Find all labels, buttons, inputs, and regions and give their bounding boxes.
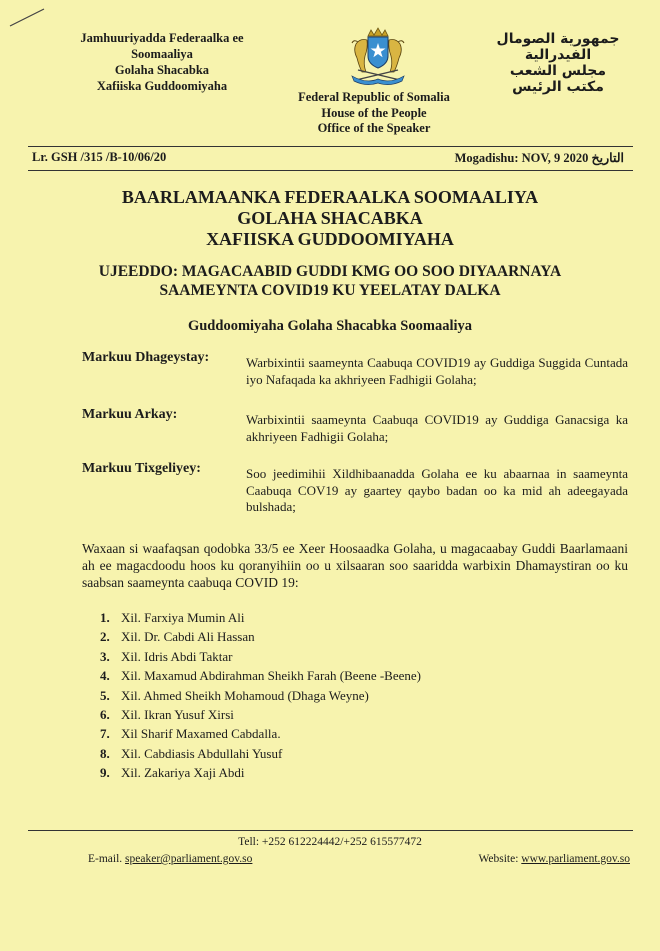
members-list <box>100 608 421 783</box>
header-somali-line-1: Jamhuuriyadda Federaalka ee Soomaaliya <box>80 31 244 61</box>
document-subject <box>0 262 660 300</box>
member-name: Xil. Ahmed Sheikh Mohamoud (Dhaga Weyne) <box>121 687 369 703</box>
footer-website-label: Website: <box>478 853 519 865</box>
website-link[interactable]: www.parliament.gov.so <box>521 853 630 865</box>
letter-date: Mogadishu: NOV, 9 2020 التاريخ <box>454 151 624 165</box>
footer-divider <box>28 830 633 831</box>
recital-text-1: Warbixintii saameynta Caabuqa COVID19 ay Guddiga Suggida Cuntada iyo Nafaqada ka akhriyeen Fadhigii Golaha; <box>246 355 628 387</box>
header-somali <box>52 30 272 94</box>
header-arabic-line-3: مكتب الرئيس <box>512 79 604 95</box>
title-line-2: GOLAHA SHACABKA <box>237 208 423 228</box>
list-item <box>100 705 421 724</box>
member-number: 5. <box>100 687 110 703</box>
member-name: Xil Sharif Maxamed Cabdalla. <box>121 726 281 742</box>
list-item <box>100 744 421 763</box>
header-english-line-1: Federal Republic of Somalia <box>298 90 450 104</box>
speaker-line: Guddoomiyaha Golaha Shacabka Soomaaliya <box>187 318 473 334</box>
member-name: Xil. Dr. Cabdi Ali Hassan <box>121 629 255 645</box>
title-line-3: XAFIISKA GUDDOOMIYAHA <box>206 229 454 249</box>
footer-telephone: Tell: +252 612224442/+252 615577472 <box>238 836 422 848</box>
decision-paragraph: Waxaan si waafaqsan qodobka 33/5 ee Xeer Hoosaadka Golaha, u magacaabay Guddi Baarlamaani ah ee magacdoodu hoos ku qoranyihiin oo u xilsaaran soo saaridda warbixin Dhamaystiran oo ku saabsan saameynta caabuqa COVID 19: <box>82 541 628 590</box>
list-item <box>100 686 421 705</box>
recital-label-2: Markuu Arkay: <box>82 407 178 422</box>
member-name: Xil. Idris Abdi Taktar <box>121 648 233 664</box>
list-item <box>100 724 421 743</box>
footer-website <box>478 853 630 865</box>
member-number: 1. <box>100 610 110 625</box>
reference-number: Lr. GSH /315 /B-10/06/20 <box>32 150 167 164</box>
recital-label-3: Markuu Tixgeliyey: <box>82 461 201 476</box>
subject-line-1: UJEEDDO: MAGACAABID GUDDI KMG OO SOO DIYAARNAYA <box>98 263 562 280</box>
header-english-line-2: House of the People <box>321 105 427 120</box>
header-english-line-3: Office of the Speaker <box>317 121 431 135</box>
recital-text-2: Warbixintii saameynta Caabuqa COVID19 ay Guddiga Ganacsiga ka akhriyeen Fadhigii Golaha; <box>246 412 628 444</box>
list-item <box>100 647 421 666</box>
member-name: Xil. Farxiya Mumin Ali <box>121 610 245 625</box>
list-item <box>100 627 421 646</box>
somalia-coat-of-arms-emblem <box>338 26 418 86</box>
footer-email-label: E-mail. <box>88 853 123 865</box>
member-number: 9. <box>100 765 110 781</box>
recital-label-1: Markuu Dhageystay: <box>82 350 210 365</box>
member-name: Xil. Zakariya Xaji Abdi <box>121 765 245 781</box>
footer-email <box>88 853 252 865</box>
member-number: 4. <box>100 668 110 684</box>
header-somali-line-2: Golaha Shacabka <box>114 63 210 77</box>
member-number: 6. <box>100 707 110 723</box>
member-number: 2. <box>100 629 110 645</box>
header-english <box>264 90 484 137</box>
list-item <box>100 763 421 782</box>
subject-line-2: SAAMEYNTA COVID19 KU YEELATAY DALKA <box>159 282 501 299</box>
member-name: Xil. Ikran Yusuf Xirsi <box>121 707 234 723</box>
member-number: 3. <box>100 648 110 664</box>
header-arabic-line-2: مجلس الشعب <box>509 63 607 79</box>
header-divider-top <box>28 146 633 147</box>
member-name: Xil. Maxamud Abdirahman Sheikh Farah (Beene -Beene) <box>121 668 421 684</box>
member-number: 8. <box>100 745 110 761</box>
email-link[interactable]: speaker@parliament.gov.so <box>125 853 253 865</box>
corner-mark <box>8 6 48 28</box>
member-name: Xil. Cabdiasis Abdullahi Yusuf <box>121 745 283 761</box>
member-number: 7. <box>100 726 110 742</box>
list-item <box>100 666 421 685</box>
document-title <box>0 187 660 250</box>
header-somali-line-3: Xafiiska Guddoomiyaha <box>96 79 228 93</box>
list-item <box>100 608 421 627</box>
header-arabic-line-1: جمهورية الصومال الفيدرالية <box>496 31 620 63</box>
recital-text-3: Soo jeedimihii Xildhibaanadda Golaha ee ku abaarnaa in saameynta Caabuqa COV19 ay gaartey qaybo badan oo ka mid ah adeegayada bulshada; <box>246 466 628 514</box>
title-line-1: BAARLAMAANKA FEDERAALKA SOOMAALIYA <box>121 187 539 207</box>
header-divider-bottom <box>28 170 633 171</box>
header-arabic <box>478 31 638 95</box>
